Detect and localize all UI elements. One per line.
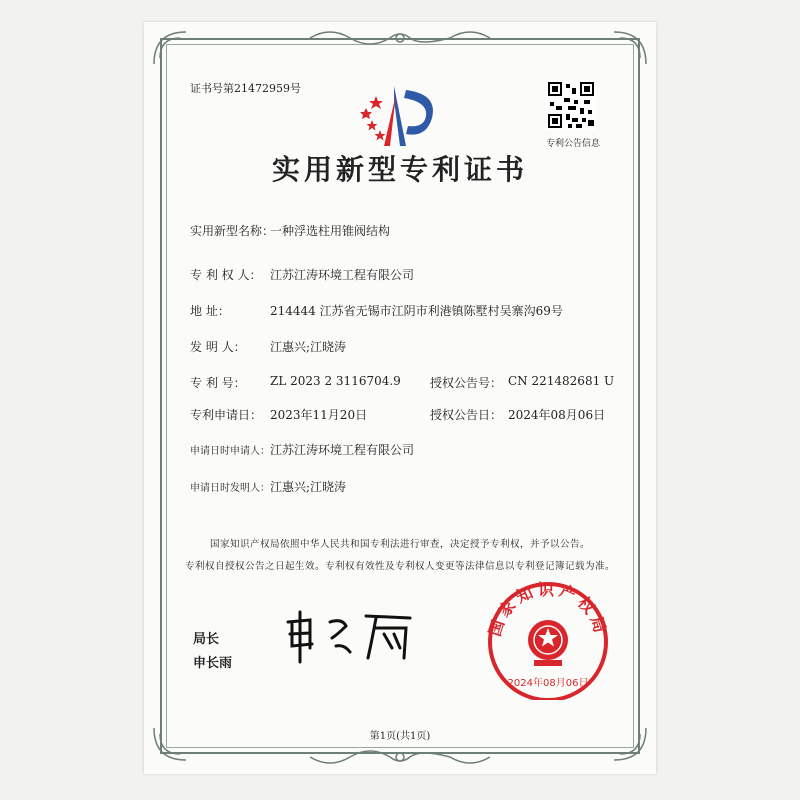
director-signature (280, 600, 420, 670)
address-value: 214444 江苏省无锡市江阴市利港镇陈墅村吴寨沟69号 (270, 304, 563, 318)
name-label: 实用新型名称： (190, 224, 275, 238)
top-ornament (300, 26, 500, 50)
filing-date-label: 专利申请日： (190, 408, 263, 422)
grant-date-value: 2024年08月06日 (508, 408, 606, 422)
bottom-ornament (300, 745, 500, 769)
patent-number-label: 专 利 号： (190, 376, 246, 390)
grant-pub-number-value: CN 221482681 U (508, 374, 615, 388)
director-title: 局长 (193, 632, 220, 647)
seal-text: 国家知识产权局 (485, 580, 611, 639)
inventor-label: 发 明 人： (190, 340, 246, 354)
applicant-on-filing-value: 江苏江涛环境工程有限公司 (270, 443, 415, 457)
grant-date-label: 授权公告日： (430, 408, 503, 422)
patentee-label: 专 利 权 人： (190, 268, 262, 282)
page-number: 第1页(共1页) (369, 731, 431, 742)
notice-line-1: 国家知识产权局依照中华人民共和国专利法进行审查，决定授予专利权，并予以公告。 (209, 539, 590, 550)
inventor-on-filing-label: 申请日时发明人： (190, 483, 270, 494)
cnipa-logo (354, 80, 444, 152)
certificate-number: 证书号第21472959号 (190, 82, 301, 95)
patentee-value: 江苏江涛环境工程有限公司 (270, 268, 415, 282)
page-title: 实用新型专利证书 (271, 153, 528, 186)
filing-date-value: 2023年11月20日 (270, 408, 368, 422)
inventor-value: 江惠兴;江晓涛 (270, 340, 347, 354)
grant-pub-number-label: 授权公告号： (430, 376, 503, 390)
patent-number-value: ZL 2023 2 3116704.9 (270, 374, 401, 388)
applicant-on-filing-label: 申请日时申请人： (190, 446, 270, 457)
notice-line-2: 专利权自授权公告之日起生效。专利权有效性及专利权人变更等法律信息以专利登记簿记载为准。 (184, 561, 615, 572)
qr-code-icon (546, 80, 596, 130)
director-name: 申长雨 (193, 656, 233, 671)
inventor-on-filing-value: 江惠兴;江晓涛 (270, 480, 347, 494)
official-seal (478, 580, 618, 700)
corner-ornament-top-left (150, 28, 190, 68)
corner-ornament-top-right (610, 28, 650, 68)
seal-date: 2024年08月06日 (507, 678, 589, 689)
name-value: 一种浮选柱用锥阀结构 (270, 224, 391, 238)
address-label: 地 址： (190, 304, 230, 318)
qr-caption: 专利公告信息 (545, 139, 600, 149)
